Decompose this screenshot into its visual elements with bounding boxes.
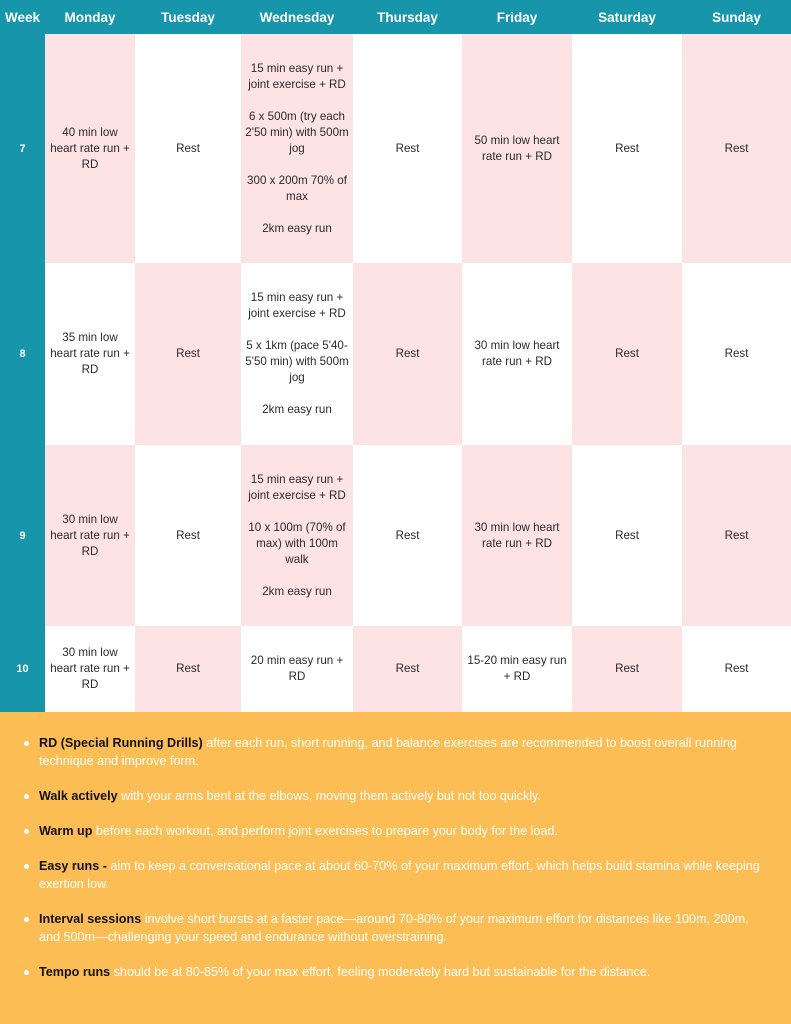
note-text: with your arms bent at the elbows, moving them actively but not too quickly. [117, 789, 541, 803]
week-number: 9 [0, 445, 45, 626]
note-term: RD (Special Running Drills) [39, 736, 203, 750]
note-text: involve short bursts at a faster pace—around 70-80% of your maximum effort for distances like 100m, 200m, and 500m—challenging your speed and endurance without overstraining. [39, 912, 749, 944]
note-item [22, 787, 762, 805]
day-cell: Rest [135, 263, 241, 445]
note-term: Interval sessions [39, 912, 142, 926]
day-cell: Rest [682, 263, 791, 445]
week-number: 8 [0, 263, 45, 445]
day-cell: 50 min low heart rate run + RD [462, 34, 572, 263]
day-cell: Rest [572, 263, 682, 445]
header-week: Week [0, 0, 45, 34]
day-cell: Rest [353, 34, 462, 263]
header-tuesday: Tuesday [135, 0, 241, 34]
notes-list [22, 734, 762, 998]
bullet-dot [24, 794, 29, 799]
day-cell: Rest [572, 445, 682, 626]
day-cell: 30 min low heart rate run + RD [462, 263, 572, 445]
note-item [22, 822, 762, 840]
day-cell: Rest [682, 34, 791, 263]
day-cell: 15 min easy run + joint exercise + RD 5 x 1km (pace 5'40-5'50 min) with 500m jog 2km easy run [241, 263, 353, 445]
header-thursday: Thursday [353, 0, 462, 34]
note-term: Easy runs - [39, 859, 107, 873]
note-item [22, 734, 762, 770]
header-friday: Friday [462, 0, 572, 34]
note-term: Walk actively [39, 789, 118, 803]
header-sunday: Sunday [682, 0, 791, 34]
note-text: after each run, short running, and balance exercises are recommended to boost overall running technique and improve form. [39, 736, 737, 768]
day-cell: Rest [572, 626, 682, 712]
day-cell: 30 min low heart rate run + RD [45, 626, 135, 712]
day-cell: 15 min easy run + joint exercise + RD 6 x 500m (try each 2'50 min) with 500m jog 300 x 200m 70% of max 2km easy run [241, 34, 353, 263]
note-item [22, 857, 762, 893]
day-cell: 35 min low heart rate run + RD [45, 263, 135, 445]
day-cell: Rest [135, 445, 241, 626]
day-cell: 20 min easy run + RD [241, 626, 353, 712]
day-cell: Rest [135, 626, 241, 712]
header-saturday: Saturday [572, 0, 682, 34]
header-monday: Monday [45, 0, 135, 34]
day-cell: 30 min low heart rate run + RD [45, 445, 135, 626]
bullet-dot [24, 970, 29, 975]
note-term: Warm up [39, 824, 93, 838]
bullet-dot [24, 864, 29, 869]
day-cell: 15-20 min easy run + RD [462, 626, 572, 712]
week-number: 7 [0, 34, 45, 263]
note-text: aim to keep a conversational pace at about 60-70% of your maximum effort, which helps build stamina while keeping exertion low. [39, 859, 760, 891]
bullet-dot [24, 917, 29, 922]
day-cell: 40 min low heart rate run + RD [45, 34, 135, 263]
day-cell: Rest [353, 626, 462, 712]
day-cell: Rest [572, 34, 682, 263]
note-item [22, 910, 762, 946]
bullet-dot [24, 829, 29, 834]
day-cell: Rest [682, 626, 791, 712]
bullet-dot [24, 741, 29, 746]
note-term: Tempo runs [39, 965, 111, 979]
day-cell: Rest [353, 445, 462, 626]
day-cell: Rest [135, 34, 241, 263]
note-item [22, 963, 762, 981]
day-cell: Rest [353, 263, 462, 445]
day-cell: Rest [682, 445, 791, 626]
header-wednesday: Wednesday [241, 0, 353, 34]
day-cell: 30 min low heart rate run + RD [462, 445, 572, 626]
note-text: before each workout, and perform joint exercises to prepare your body for the load. [92, 824, 558, 838]
notes-panel [0, 712, 791, 1024]
note-text: should be at 80-85% of your max effort, feeling moderately hard but sustainable for the distance. [110, 965, 651, 979]
week-number: 10 [0, 626, 45, 712]
day-cell: 15 min easy run + joint exercise + RD 10 x 100m (70% of max) with 100m walk 2km easy run [241, 445, 353, 626]
